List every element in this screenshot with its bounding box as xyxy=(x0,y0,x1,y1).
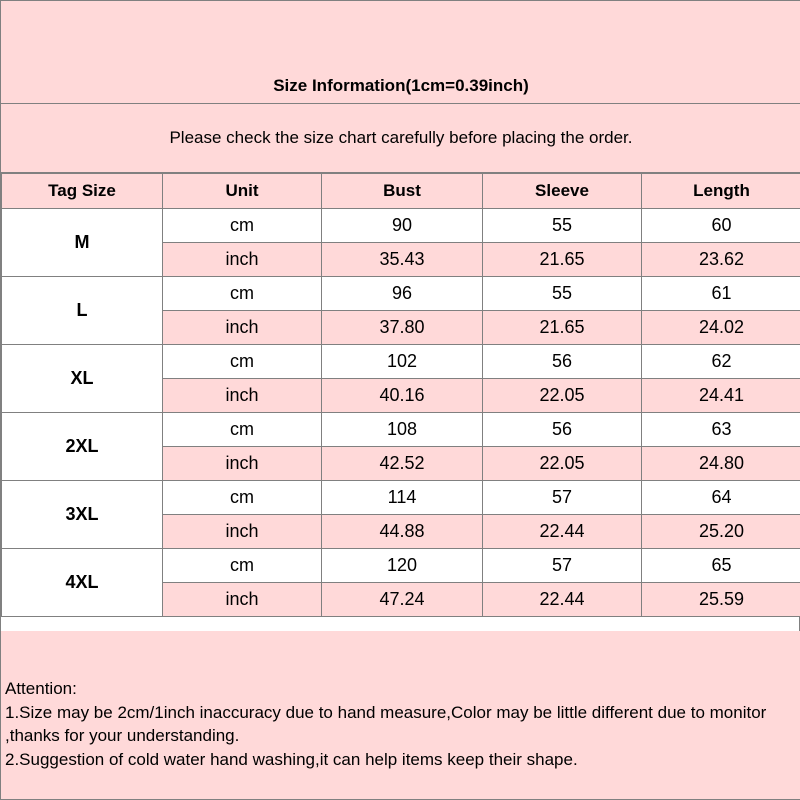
length-cell: 64 xyxy=(642,481,800,515)
sleeve-cell: 21.65 xyxy=(483,243,642,277)
bust-cell: 47.24 xyxy=(322,583,483,617)
bust-cell: 42.52 xyxy=(322,447,483,481)
bust-cell: 102 xyxy=(322,345,483,379)
sleeve-cell: 22.05 xyxy=(483,447,642,481)
unit-cell: cm xyxy=(163,549,322,583)
tag-size-cell: M xyxy=(2,209,163,277)
length-cell: 63 xyxy=(642,413,800,447)
unit-cell: cm xyxy=(163,481,322,515)
bust-cell: 120 xyxy=(322,549,483,583)
sleeve-cell: 21.65 xyxy=(483,311,642,345)
unit-cell: inch xyxy=(163,583,322,617)
header-sleeve: Sleeve xyxy=(483,174,642,209)
unit-cell: cm xyxy=(163,345,322,379)
bust-cell: 96 xyxy=(322,277,483,311)
table-row xyxy=(2,277,800,311)
chart-title: Size Information(1cm=0.39inch) xyxy=(273,76,529,95)
unit-cell: cm xyxy=(163,209,322,243)
tag-size-cell: 2XL xyxy=(2,413,163,481)
attention-line-2: 2.Suggestion of cold water hand washing,it can help items keep their shape. xyxy=(5,749,578,769)
sleeve-cell: 56 xyxy=(483,413,642,447)
length-cell: 24.41 xyxy=(642,379,800,413)
attention-block xyxy=(5,677,795,771)
table-row xyxy=(2,481,800,515)
size-table xyxy=(1,173,800,617)
unit-cell: inch xyxy=(163,379,322,413)
table-row xyxy=(2,345,800,379)
length-cell: 60 xyxy=(642,209,800,243)
bust-cell: 90 xyxy=(322,209,483,243)
tag-size-cell: XL xyxy=(2,345,163,413)
length-cell: 62 xyxy=(642,345,800,379)
sleeve-cell: 22.44 xyxy=(483,583,642,617)
attention-line-1: 1.Size may be 2cm/1inch inaccuracy due to hand measure,Color may be little different due to monitor ,thanks for your understanding. xyxy=(5,702,767,745)
length-cell: 24.02 xyxy=(642,311,800,345)
unit-cell: inch xyxy=(163,243,322,277)
attention-heading: Attention: xyxy=(5,679,77,698)
sleeve-cell: 57 xyxy=(483,481,642,515)
bust-cell: 40.16 xyxy=(322,379,483,413)
unit-cell: inch xyxy=(163,515,322,549)
bust-cell: 108 xyxy=(322,413,483,447)
order-note: Please check the size chart carefully before placing the order. xyxy=(169,128,633,147)
table-row xyxy=(2,413,800,447)
tag-size-cell: L xyxy=(2,277,163,345)
tag-size-cell: 3XL xyxy=(2,481,163,549)
unit-cell: cm xyxy=(163,277,322,311)
sleeve-cell: 55 xyxy=(483,209,642,243)
length-cell: 24.80 xyxy=(642,447,800,481)
sleeve-cell: 55 xyxy=(483,277,642,311)
length-cell: 25.59 xyxy=(642,583,800,617)
unit-cell: inch xyxy=(163,311,322,345)
unit-cell: cm xyxy=(163,413,322,447)
bust-cell: 35.43 xyxy=(322,243,483,277)
length-cell: 25.20 xyxy=(642,515,800,549)
sleeve-cell: 22.05 xyxy=(483,379,642,413)
sleeve-cell: 56 xyxy=(483,345,642,379)
header-tag-size: Tag Size xyxy=(2,174,163,209)
bust-cell: 114 xyxy=(322,481,483,515)
length-cell: 65 xyxy=(642,549,800,583)
header-unit: Unit xyxy=(163,174,322,209)
table-row xyxy=(2,209,800,243)
header-bust: Bust xyxy=(322,174,483,209)
table-row xyxy=(2,549,800,583)
table-header-row xyxy=(2,174,800,209)
bust-cell: 37.80 xyxy=(322,311,483,345)
tag-size-cell: 4XL xyxy=(2,549,163,617)
sleeve-cell: 22.44 xyxy=(483,515,642,549)
length-cell: 61 xyxy=(642,277,800,311)
sleeve-cell: 57 xyxy=(483,549,642,583)
length-cell: 23.62 xyxy=(642,243,800,277)
bust-cell: 44.88 xyxy=(322,515,483,549)
unit-cell: inch xyxy=(163,447,322,481)
header-length: Length xyxy=(642,174,800,209)
